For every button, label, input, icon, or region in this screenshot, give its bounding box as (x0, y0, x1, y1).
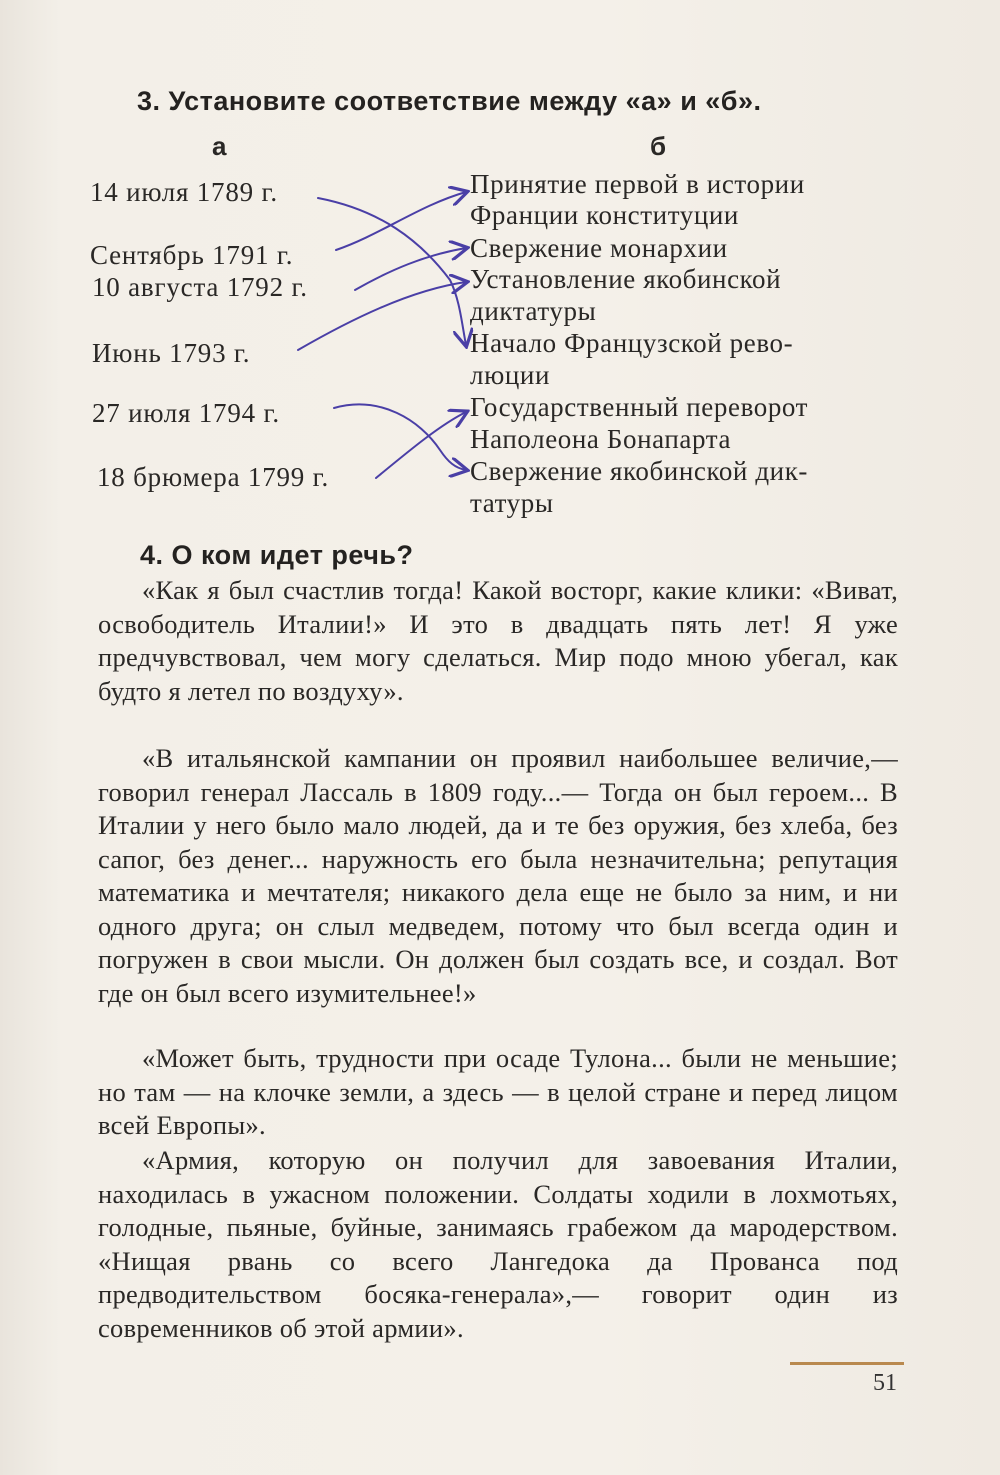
quote-text: «Армия, которую он получил для завоевания Италии, находилась в ужасном положении. Солдаты ходили в лохмотьях, голодные, пьяные, буйные, занимаясь грабежом да мародерством. «Нищая рвань со всего Лангедока да Прованса под предводительством босяка-генерала»,— говорит один из современников об этой армии». (98, 1145, 898, 1343)
task3-title: 3. Установите соответствие между «а» и «б». (137, 86, 762, 116)
event-line: Свержение якобинской дик- (470, 456, 809, 486)
event-line: диктатуры (470, 296, 597, 326)
quote-paragraph (98, 1144, 898, 1345)
date-item: Июнь 1793 г. (92, 338, 251, 368)
date-item: 18 брюмера 1799 г. (97, 462, 330, 492)
quote-paragraph (98, 1042, 898, 1143)
event-line: люции (470, 360, 550, 390)
arrow-1792 (355, 248, 466, 290)
arrow-1799 (376, 412, 466, 478)
quote-text: «В итальянской кампании он проявил наибольшее величие,— говорил генерал Лассаль в 1809 году...— Тогда он был героем... В Италии у него было мало людей, да и те без оружия, без хлеба, без сапог, без денег... наружность его была незначительна; репутация математика и мечтателя; никакого дела еще не было за ним, и ни одного друга; он слыл медведем, потому что был всегда один и погружен в свои мысли. Он должен был создать все, и создал. Вот где он был всего изумительнее!» (98, 743, 898, 1008)
quote-paragraph (98, 574, 898, 708)
arrow-1794 (334, 404, 466, 470)
event-line: татуры (470, 488, 554, 518)
page-number: 51 (873, 1370, 897, 1396)
matching-arrows (0, 0, 1000, 560)
event-line: Свержение монархии (470, 233, 728, 263)
event-line: Франции конституции (470, 200, 739, 230)
date-item: 14 июля 1789 г. (90, 177, 278, 207)
date-item: 27 июля 1794 г. (92, 398, 280, 428)
arrow-1791 (336, 192, 466, 250)
arrow-1793 (298, 282, 466, 350)
event-line: Принятие первой в истории (470, 169, 805, 199)
quote-text: «Как я был счастлив тогда! Какой восторг, какие клики: «Виват, освободитель Италии!» И это в двадцать пять лет! Я уже предчувствовал, чем могу сделаться. Мир подо мною убегал, как будто я летел по воздуху». (98, 575, 898, 706)
arrow-group (298, 192, 466, 478)
date-item: Сентябрь 1791 г. (90, 240, 294, 270)
date-item: 10 августа 1792 г. (92, 272, 308, 302)
quote-text: «Может быть, трудности при осаде Тулона... были не меньшие; но там — на клочке земли, а здесь — в целой стране и перед лицом всей Европы». (98, 1043, 898, 1140)
quote-paragraph (98, 742, 898, 1010)
footer-rule (790, 1362, 904, 1365)
task4-title: 4. О ком идет речь? (140, 540, 414, 570)
event-line: Начало Французской рево- (470, 328, 794, 358)
event-line: Наполеона Бонапарта (470, 424, 732, 454)
event-line: Государственный переворот (470, 392, 809, 422)
event-line: Установление якобинской (470, 264, 782, 294)
column-a-header: а (212, 131, 227, 161)
column-b-header: б (650, 131, 667, 161)
